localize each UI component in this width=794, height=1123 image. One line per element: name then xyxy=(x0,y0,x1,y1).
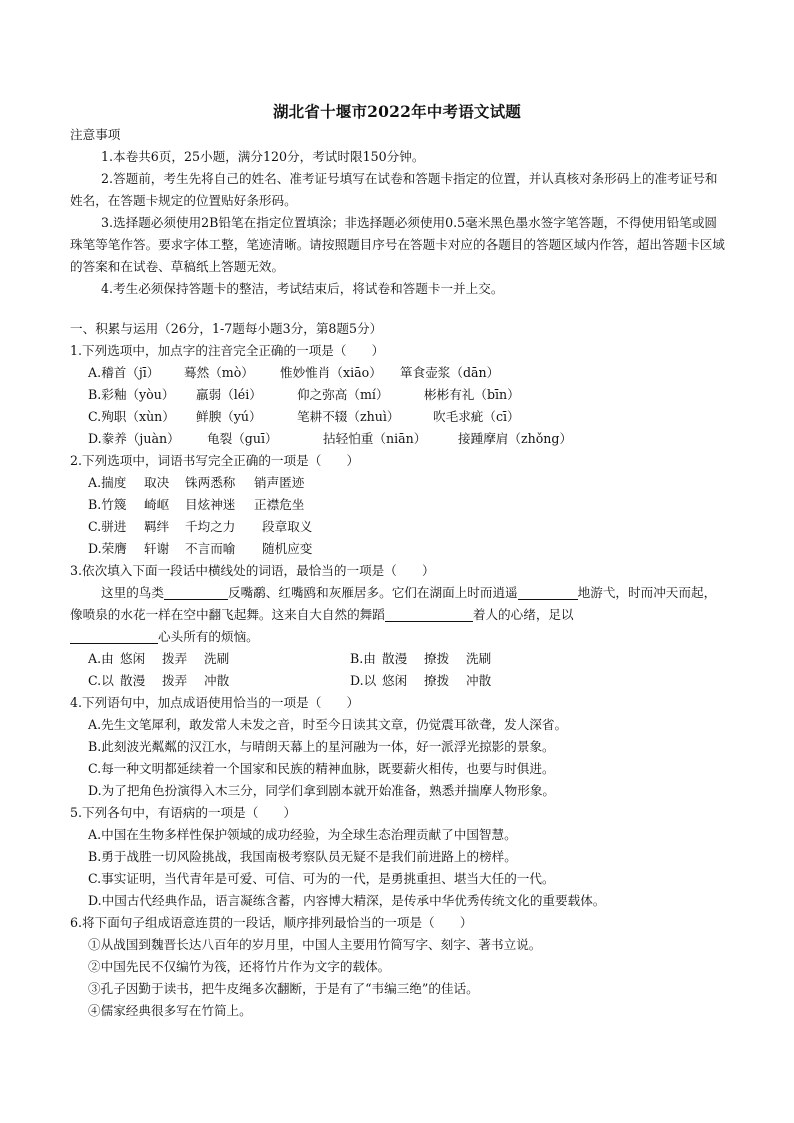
option-term: 鲜腴（yú） xyxy=(196,409,262,424)
option-term: 龟裂（guī） xyxy=(207,431,278,446)
option-term: 销声匿迹 xyxy=(254,475,305,490)
option-term: 冲散 xyxy=(466,673,492,688)
option-term: 洗刷 xyxy=(204,651,230,666)
option-term: 散漫 xyxy=(382,651,408,666)
option-term: 撩拨 xyxy=(424,673,450,688)
option-term: 轩谢 xyxy=(144,541,170,556)
question-5-option-c: C.事实证明，当代青年是可爱、可信、可为的一代，是勇挑重担、堪当大任的一代。 xyxy=(88,871,555,886)
option-term: C.骈进 xyxy=(88,519,127,534)
page-title: 湖北省十堰市2022年中考语文试题 xyxy=(272,102,522,121)
option-term: 箪食壶浆（dān） xyxy=(400,365,500,380)
question-3-option-a xyxy=(88,648,350,670)
option-term: 撩拨 xyxy=(424,651,450,666)
question-2-stem: 2.下列选项中，词语书写完全正确的一项是（ ） xyxy=(70,453,360,468)
option-term: C.殉职（xùn） xyxy=(88,409,175,424)
question-1-option-c xyxy=(70,406,726,428)
question-3-options-ab xyxy=(70,648,726,670)
option-term: 接踵摩肩（zhǒng） xyxy=(458,431,573,446)
option-term: 拈轻怕重（niān） xyxy=(323,431,427,446)
question-2-option-b xyxy=(70,494,726,516)
passage-text: 心头所有的烦恼。 xyxy=(158,629,259,644)
question-1-option-a xyxy=(70,362,726,384)
option-term: 铢两悉称 xyxy=(185,475,236,490)
question-3-option-b xyxy=(350,648,491,670)
option-term: 拨弄 xyxy=(162,673,188,688)
question-3-option-d xyxy=(350,670,491,692)
fill-blank-4 xyxy=(70,629,158,644)
question-4-option-a: A.先生文笔犀利，敢发常人未发之音，时至今日读其文章，仍觉震耳欲聋，发人深省。 xyxy=(88,717,568,732)
option-term: A.稽首（jī） xyxy=(88,365,160,380)
option-term: 不言而喻 xyxy=(185,541,236,556)
fill-blank-1 xyxy=(164,585,228,600)
question-2-option-d xyxy=(70,538,726,560)
option-term: 仰之弥高（mí） xyxy=(297,387,389,402)
notice-item-3: 3.选择题必须使用2B铅笔在指定位置填涂；非选择题必须使用0.5毫米黑色墨水签字笔答题，不得使用铅笔或圆珠笔等笔作答。要求字体工整，笔迹清晰。请按照题目序号在答题卡对应的各题目的答题区域内作答，超出答题卡区域的答案和在试卷、草稿纸上答题无效。 xyxy=(70,215,725,274)
question-4-stem: 4.下列语句中，加点成语使用恰当的一项是（ ） xyxy=(70,695,360,710)
question-5-stem: 5.下列各句中，有语病的一项是（ ） xyxy=(70,805,297,820)
question-6-sentence-1: ①从战国到魏晋长达八百年的岁月里，中国人主要用竹简写字、刻字、著书立说。 xyxy=(88,937,542,952)
option-term: 段章取义 xyxy=(262,519,313,534)
section-heading: 一、积累与运用（26分，1-7题每小题3分，第8题5分） xyxy=(70,321,383,336)
questions-section xyxy=(70,318,726,1022)
question-6-sentence-2: ②中国先民不仅编竹为筏，还将竹片作为文字的载体。 xyxy=(88,959,391,974)
option-term: 惟妙惟肖（xiāo） xyxy=(280,365,382,380)
option-term: 崎岖 xyxy=(144,497,170,512)
question-1-stem: 1.下列选项中，加点字的注音完全正确的一项是（ ） xyxy=(70,343,385,358)
question-4-option-d: D.为了把角色扮演得入木三分，同学们拿到剧本就开始准备，熟悉并揣摩人物形象。 xyxy=(88,783,556,798)
question-4-option-c: C.每一种文明都延续着一个国家和民族的精神血脉，既要薪火相传，也要与时俱进。 xyxy=(88,761,555,776)
option-term: D.荣膺 xyxy=(88,541,127,556)
option-term: 冲散 xyxy=(204,673,230,688)
option-term: 吹毛求疵（cī） xyxy=(433,409,520,424)
option-term: A.揣度 xyxy=(88,475,127,490)
question-3-options-cd xyxy=(70,670,726,692)
question-3-stem: 3.依次填入下面一段话中横线处的词语，最恰当的一项是（ ） xyxy=(70,563,435,578)
option-term: 羸弱（léi） xyxy=(196,387,262,402)
question-4-option-b: B.此刻波光粼粼的汉江水，与晴朗天幕上的星河融为一体，好一派浮光掠影的景象。 xyxy=(88,739,555,754)
option-term: D.豢养（juàn） xyxy=(88,431,180,446)
question-6-sentence-4: ④儒家经典很多写在竹简上。 xyxy=(88,1003,252,1018)
option-term: 洗刷 xyxy=(466,651,492,666)
option-term: B.竹篾 xyxy=(88,497,127,512)
notice-heading: 注意事项 xyxy=(70,127,121,142)
option-term: 散漫 xyxy=(120,673,146,688)
option-term: C.以 xyxy=(88,673,114,688)
option-term: 彬彬有礼（bīn） xyxy=(424,387,520,402)
option-term: 悠闲 xyxy=(382,673,408,688)
question-6-stem: 6.将下面句子组成语意连贯的一段话，顺序排列最恰当的一项是（ ） xyxy=(70,915,473,930)
question-1-option-b xyxy=(70,384,726,406)
option-term: 悠闲 xyxy=(120,651,146,666)
question-3-option-c xyxy=(88,670,350,692)
fill-blank-3 xyxy=(385,607,473,622)
passage-text: 反嘴鹬、红嘴鸥和灰雁居多。它们在湖面上时而逍遥 xyxy=(227,585,518,600)
option-term: B.由 xyxy=(350,651,376,666)
option-term: D.以 xyxy=(350,673,377,688)
passage-text: 着人的心绪，足以 xyxy=(472,607,574,622)
option-term: 随机应变 xyxy=(262,541,313,556)
passage-text: 地游弋，时而冲天而起，像喷泉的水花一样在空中翻飞起舞。这来自大自然的舞蹈 xyxy=(70,585,717,622)
fill-blank-2 xyxy=(518,585,578,600)
question-5-option-d: D.中国古代经典作品，语言凝练含蓄，内容博大精深，是传承中华优秀传统文化的重要载体。 xyxy=(88,893,606,908)
option-term: 取决 xyxy=(144,475,170,490)
question-2-option-c xyxy=(70,516,726,538)
option-term: 千均之力 xyxy=(185,519,236,534)
question-5-option-b: B.勇于战胜一切风险挑战，我国南极考察队员无疑不是我们前进路上的榜样。 xyxy=(88,849,517,864)
question-3-passage xyxy=(70,582,726,648)
question-5-option-a: A.中国在生物多样性保护领域的成功经验，为全球生态治理贡献了中国智慧。 xyxy=(88,827,517,842)
question-1-option-d xyxy=(70,428,726,450)
passage-text: 这里的鸟类 xyxy=(101,585,164,600)
question-6-sentence-3: ③孔子因勤于读书，把牛皮绳多次翻断，于是有了“韦编三绝”的佳话。 xyxy=(88,981,479,996)
option-term: 羁绊 xyxy=(144,519,170,534)
notice-item-2: 2.答题前，考生先将自己的姓名、准考证号填写在试卷和答题卡指定的位置，并认真核对条形码上的准考证号和姓名，在答题卡规定的位置贴好条形码。 xyxy=(70,171,718,208)
option-term: 笔耕不辍（zhuì） xyxy=(297,409,400,424)
option-term: 蓦然（mò） xyxy=(184,365,254,380)
option-term: A.由 xyxy=(88,651,114,666)
notice-section xyxy=(70,124,726,300)
option-term: 拨弄 xyxy=(162,651,188,666)
option-term: B.彩釉（yòu） xyxy=(88,387,175,402)
notice-item-1: 1.本卷共6页，25小题，满分120分，考试时限150分钟。 xyxy=(101,149,425,164)
option-term: 目炫神迷 xyxy=(185,497,236,512)
question-2-option-a xyxy=(70,472,726,494)
option-term: 正襟危坐 xyxy=(254,497,305,512)
notice-item-4: 4.考生必须保持答题卡的整洁，考试结束后，将试卷和答题卡一并上交。 xyxy=(101,281,504,296)
